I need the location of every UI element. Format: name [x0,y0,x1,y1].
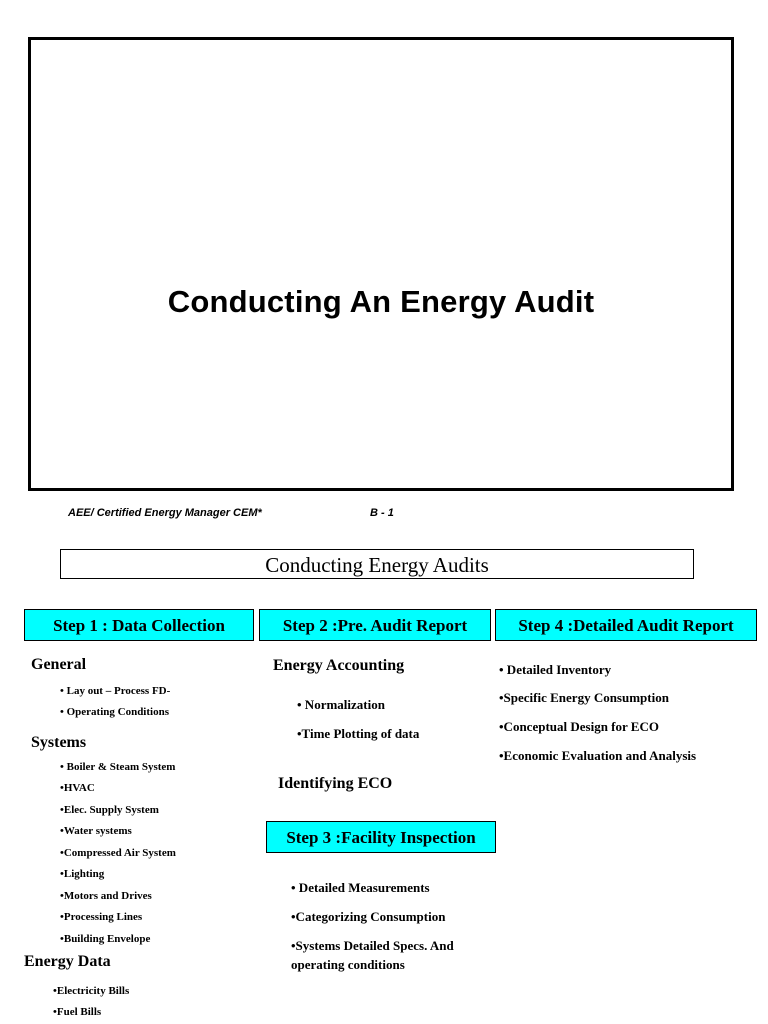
footer-page-number: B - 1 [370,507,394,519]
list-item: •Conceptual Design for ECO [499,719,659,734]
list-item: •Processing Lines [60,911,143,923]
identifying-eco-heading: Identifying ECO [278,775,393,792]
list-item: • Boiler & Steam System [60,761,176,773]
slide-title: Conducting An Energy Audit [167,284,595,319]
energy-data-heading: Energy Data [24,953,111,970]
list-item: • Detailed Measurements [291,880,430,895]
step-3-box: Step 3 :Facility Inspection [266,821,496,853]
list-item: •Motors and Drives [60,890,152,902]
list-item: •Compressed Air System [60,847,176,859]
general-heading: General [31,656,87,673]
list-item: •Water systems [60,825,132,837]
list-item: •Specific Energy Consumption [499,690,669,705]
list-item: •Fuel Bills [53,1006,102,1018]
footer-certification: AEE/ Certified Energy Manager CEM* [68,507,262,519]
list-item: operating conditions [291,957,405,972]
systems-heading: Systems [31,734,87,751]
list-item: •Building Envelope [60,933,151,945]
list-item: •Lighting [60,868,105,880]
list-item: • Detailed Inventory [499,662,612,677]
title-slide-frame [28,37,734,491]
list-item: • Operating Conditions [60,706,169,718]
list-item: • Normalization [297,697,385,712]
list-item: •Categorizing Consumption [291,909,446,924]
step-4-box: Step 4 :Detailed Audit Report [495,609,757,641]
list-item: •Economic Evaluation and Analysis [499,748,697,763]
step-1-box: Step 1 : Data Collection [24,609,254,641]
list-item: • Lay out – Process FD- [60,685,171,697]
list-item: •HVAC [60,782,95,794]
section-title: Conducting Energy Audits [60,549,694,579]
step-2-box: Step 2 :Pre. Audit Report [259,609,491,641]
list-item: •Systems Detailed Specs. And [291,938,454,953]
list-item: •Time Plotting of data [297,726,420,741]
list-item: •Electricity Bills [53,985,130,997]
energy-accounting-heading: Energy Accounting [273,657,405,674]
list-item: •Elec. Supply System [60,804,159,816]
